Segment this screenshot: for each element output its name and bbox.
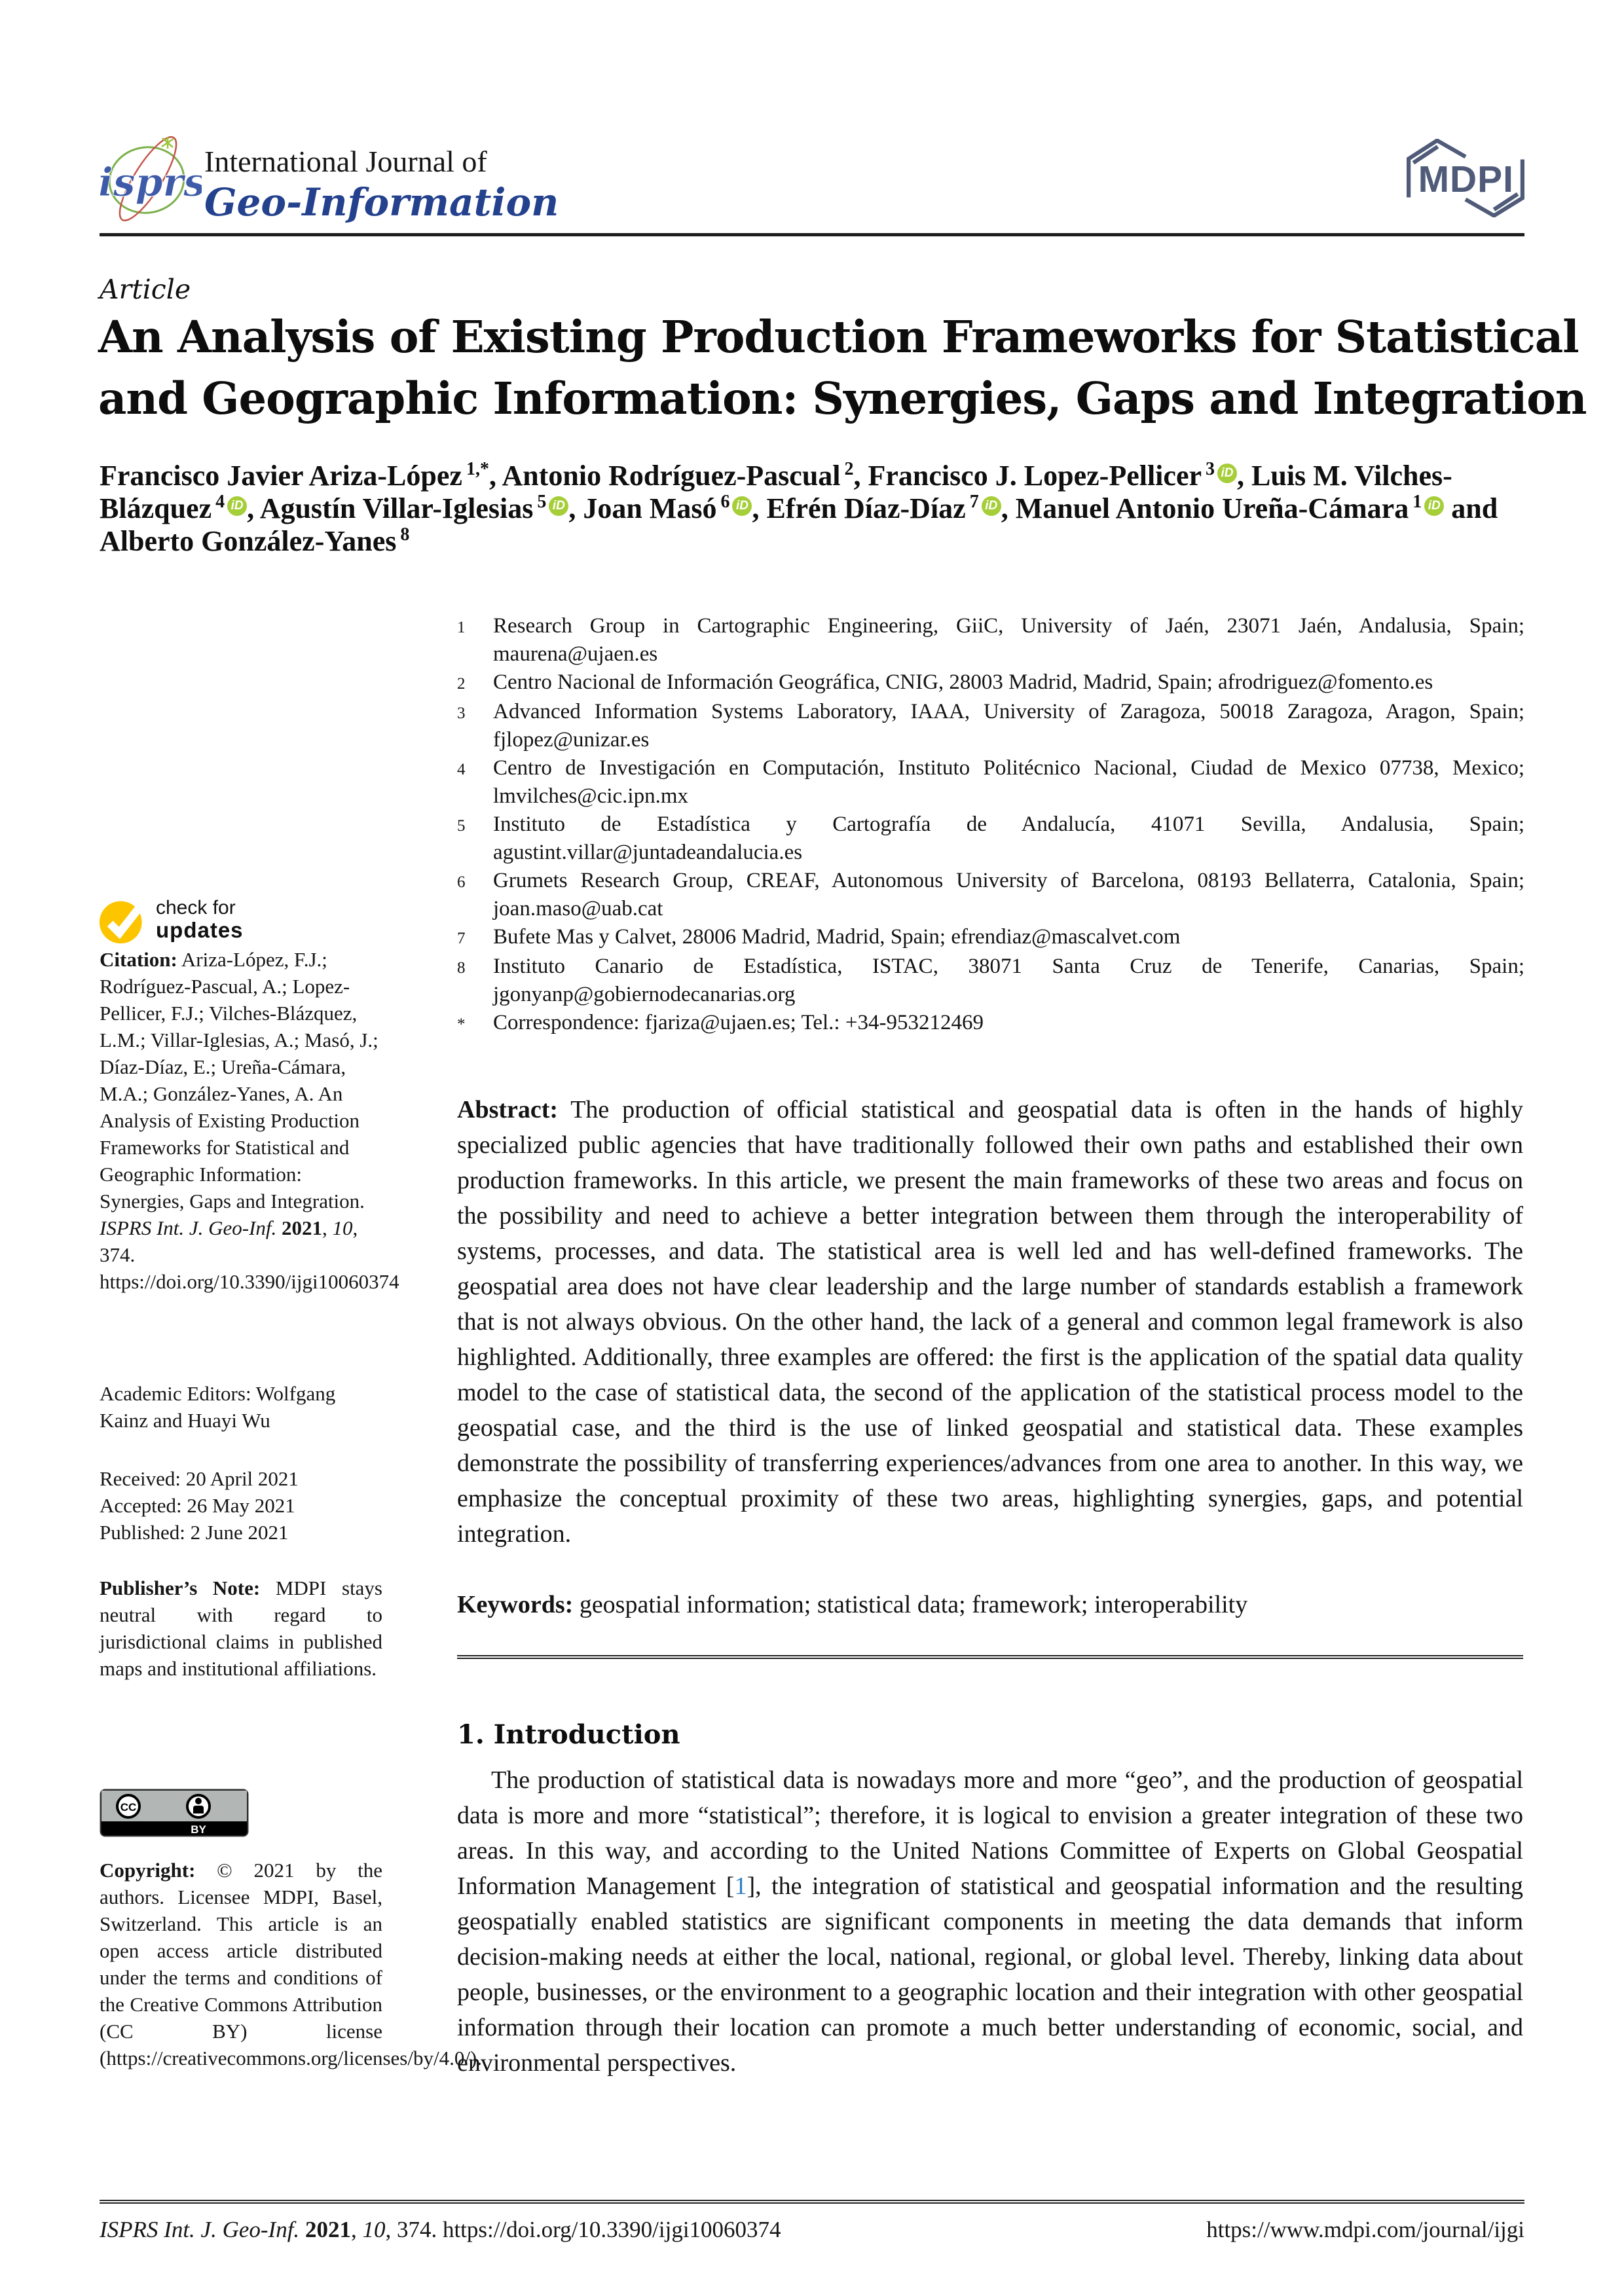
affiliation-row [457,698,1524,754]
reference-1-link[interactable]: 1 [734,1872,747,1900]
affiliation-text: Instituto Canario de Estadística, ISTAC, 38071 Santa Cruz de Tenerife, Canarias, Spain; jgonyanp@gobiernodecanarias.org [493,955,1524,1006]
citation-doi[interactable]: , 374. https://doi.org/10.3390/ijgi10060374 [100,1216,399,1293]
check-badge-line2: updates [156,918,244,943]
affiliation-row [457,1009,1524,1038]
intro-text-post: ], the integration of statistical and geospatial information and the resulting geospatially enabled statistics are significant components in meeting the data demands that inform decision-making needs at either the local, national, regional, or global level. Thereby, linking data about people, businesses, or the environment to a geographic location and their integration with other geospatial information through their location can promote a much better understanding of economic, social, and environmental perspectives. [457,1872,1523,2077]
keywords-text: geospatial information; statistical data; framework; interoperability [573,1591,1248,1618]
citation-block [100,946,399,1295]
author-name: Antonio Rodríguez-Pascual [502,460,841,492]
cc-icon-text: CC [120,1801,137,1813]
orcid-icon[interactable]: iD [1424,496,1444,516]
article-history [100,1465,382,1546]
affiliation-number: 5 [457,817,466,835]
isprs-globe-icon [97,133,202,225]
author-separator: , [568,492,583,524]
author-name: Alberto González-Yanes [100,525,397,557]
citation-sep: , [322,1216,333,1239]
copyright-text: © 2021 by the authors. Licensee MDPI, Basel, Switzerland. This article is an open access article distributed under the terms and conditions of the Creative Commons Attribution (CC BY) license (https://creativecommons.org/licenses/by/4.0/). [100,1859,483,2069]
person-icon [187,1795,210,1817]
footer-sep: , [350,2217,363,2242]
copyright-label: Copyright: [100,1859,196,1882]
footer-citation [100,2217,781,2242]
author-name: Francisco Javier Ariza-López [100,460,462,492]
abstract-text: The production of official statistical and geospatial data is often in the hands of highly specialized public agencies that have traditionally followed their own paths and established their own production frameworks. In this article, we present the main frameworks of these two areas and focus on the possibility and need to achieve a better integration between them through the interoperability of systems, processes, and data. The statistical area is well led and has well-defined frameworks. The geospatial area does not have clear leadership and the large number of standards establish a framework that is not always obvious. On the other hand, the lack of a general and common legal framework is also highlighted. Additionally, three examples are offered: the first is the application of the spatial data quality model to the case of statistical data, the second of the application of the statistical process model to the geospatial case, and the third is the use of linked geospatial and statistical data. These examples demonstrate the possibility of transferring experiences/advances from one area to another. In this way, we emphasize the conceptual proximity of these two areas, highlighting synergies, gaps, and potential integration. [457,1096,1523,1548]
by-label: BY [191,1823,206,1836]
check-for-updates-badge[interactable] [98,893,244,947]
author-separator: , [853,460,868,492]
author-separator: , [1001,492,1016,524]
affiliation-number: 1 [457,619,466,636]
affiliation-text: Centro de Investigación en Computación, Instituto Politécnico Nacional, Ciudad de Mexico 07738, Mexico; lmvilches@cic.ipn.mx [493,756,1524,808]
author-superscript: 3 [1206,459,1215,480]
author-separator: , [752,492,767,524]
academic-editors: Academic Editors: Wolfgang Kainz and Huayi Wu [100,1382,336,1432]
keywords-separator [457,1655,1523,1659]
author-name: Joan Masó [583,492,717,524]
check-icon [98,893,149,947]
abstract-label: Abstract: [457,1096,559,1123]
author-separator: , [1237,460,1251,492]
intro-text-pre: The production of statistical data is nowadays more and more “geo”, and the production of geospatial data is more and more “statistical”; therefore, it is logical to envision a greater integration of these two areas. In this way, and according to the United Nations Committee of Experts on Global Geospatial Information Management [ [457,1766,1523,1900]
footer-journal-name: ISPRS Int. J. Geo-Inf. [100,2217,305,2242]
affiliation-row [457,668,1524,698]
orcid-icon[interactable]: iD [1217,464,1237,483]
authors-line [100,460,1530,558]
history-date-line: Published: 2 June 2021 [100,1521,289,1544]
author-superscript: 6 [720,492,730,513]
publisher-note [100,1575,382,1682]
author-separator: , [489,460,502,492]
affiliation-row [457,953,1524,1009]
history-date-line: Received: 20 April 2021 [100,1467,299,1490]
abstract [457,1092,1523,1552]
affiliation-row [457,612,1524,668]
journal-name-title: Geo-Information [204,180,559,225]
affiliation-number: 6 [457,873,466,891]
isprs-logo-text: isprs [98,160,202,206]
isprs-logo [97,133,202,228]
page-title-line1: An Analysis of Existing Production Frameworks for Statistical [98,311,1579,363]
orcid-icon[interactable]: iD [549,496,568,516]
affiliation-row [457,867,1524,923]
footer [100,2217,1524,2243]
author-name: Luis M. Vilches-Blázquez [100,460,1452,524]
author-name: Efrén Díaz-Díaz [766,492,966,524]
orcid-icon[interactable]: iD [982,496,1001,516]
journal-name-prefix: International Journal of [204,145,487,178]
citation-volume: 10 [332,1216,353,1239]
introduction-paragraph [457,1762,1523,2081]
mdpi-logo-text: MDPI [1418,158,1514,201]
affiliation-number: 8 [457,959,466,977]
footer-year: 2021 [304,2217,351,2242]
author-name: Francisco J. Lopez-Pellicer [868,460,1202,492]
author-superscript: 2 [844,459,854,480]
citation-year: 2021 [282,1216,323,1239]
affiliation-number: 4 [457,761,466,778]
check-badge-line1: check for [156,897,236,919]
keywords-label: Keywords: [457,1591,574,1618]
page-title-line2: and Geographic Information: Synergies, Gaps and Integration [98,373,1587,424]
affiliation-row [457,811,1524,867]
article-type-label: Article [100,274,191,305]
author-name: Manuel Antonio Ureña-Cámara [1015,492,1409,524]
affiliation-text: Bufete Mas y Calvet, 28006 Madrid, Madrid, Spain; efrendiaz@mascalvet.com [493,925,1181,949]
author-name: Agustín Villar-Iglesias [259,492,534,524]
journal-name [204,145,559,225]
citation-journal: ISPRS Int. J. Geo-Inf. [100,1216,282,1239]
affiliation-row [457,923,1524,953]
affiliation-text: Research Group in Cartographic Engineering, GiiC, University of Jaén, 23071 Jaén, Andalusia, Spain; maurena@ujaen.es [493,614,1524,666]
section-heading-introduction: 1. Introduction [457,1719,680,1750]
footer-journal-url[interactable]: https://www.mdpi.com/journal/ijgi [1206,2217,1524,2242]
author-separator: , [247,492,260,524]
affiliations-list [457,612,1524,1038]
publisher-note-text: MDPI stays neutral with regard to jurisdictional claims in published maps and institutional affiliations. [100,1576,382,1680]
author-separator: and [1444,492,1504,524]
check-badge-text [156,897,244,942]
affiliation-text: Instituto de Estadística y Cartografía de Andalucía, 41071 Sevilla, Andalusia, Spain; agustint.villar@juntadeandalucia.es [493,812,1524,864]
cc-by-license-badge[interactable] [100,1789,249,1840]
orcid-icon[interactable]: iD [732,496,752,516]
author-superscript: 5 [537,492,547,513]
publisher-note-label: Publisher’s Note: [100,1576,261,1599]
author-superscript: 4 [215,492,225,513]
author-superscript: 7 [969,492,979,513]
affiliation-text: Centro Nacional de Información Geográfica, CNIG, 28003 Madrid, Madrid, Spain; afrodriguez@fomento.es [493,670,1433,694]
orcid-icon[interactable]: iD [227,496,247,516]
author-superscript: 1,* [466,459,489,480]
author-superscript: 1 [1412,492,1422,513]
affiliation-number: 7 [457,930,466,947]
affiliation-number: * [457,1015,466,1033]
footer-doi[interactable]: , 374. https://doi.org/10.3390/ijgi10060374 [385,2217,781,2242]
affiliation-text: Grumets Research Group, CREAF, Autonomous University of Barcelona, 08193 Bellaterra, Catalonia, Spain; joan.maso@uab.cat [493,869,1524,920]
header-rule [100,233,1524,236]
affiliation-text: Correspondence: fjariza@ujaen.es; Tel.: +34-953212469 [493,1011,984,1034]
affiliation-number: 3 [457,704,466,722]
author-superscript: 8 [400,524,410,545]
affiliation-text: Advanced Information Systems Laboratory, IAAA, University of Zaragoza, 50018 Zaragoza, Aragon, Spain; fjlopez@unizar.es [493,700,1524,752]
history-date-line: Accepted: 26 May 2021 [100,1494,295,1517]
keywords [457,1587,1523,1622]
mdpi-logo[interactable] [1407,139,1524,221]
affiliation-number: 2 [457,675,466,693]
affiliation-row [457,754,1524,811]
citation-body: Ariza-López, F.J.; Rodríguez-Pascual, A.; Lopez-Pellicer, F.J.; Vilches-Blázquez, L.M.; Villar-Iglesias, A.; Masó, J.; Díaz-Díaz, E.; Ureña-Cámara, M.A.; González-Yanes, A. An Analysis of Existing Production Frameworks for Statistical and Geographic Information: Synergies, Gaps and Integration. [100,948,378,1212]
footer-volume: 10 [362,2217,386,2242]
page-title [98,306,1587,429]
copyright-block [100,1857,483,2071]
citation-label: Citation: [100,948,177,971]
footer-rule [100,2200,1524,2204]
